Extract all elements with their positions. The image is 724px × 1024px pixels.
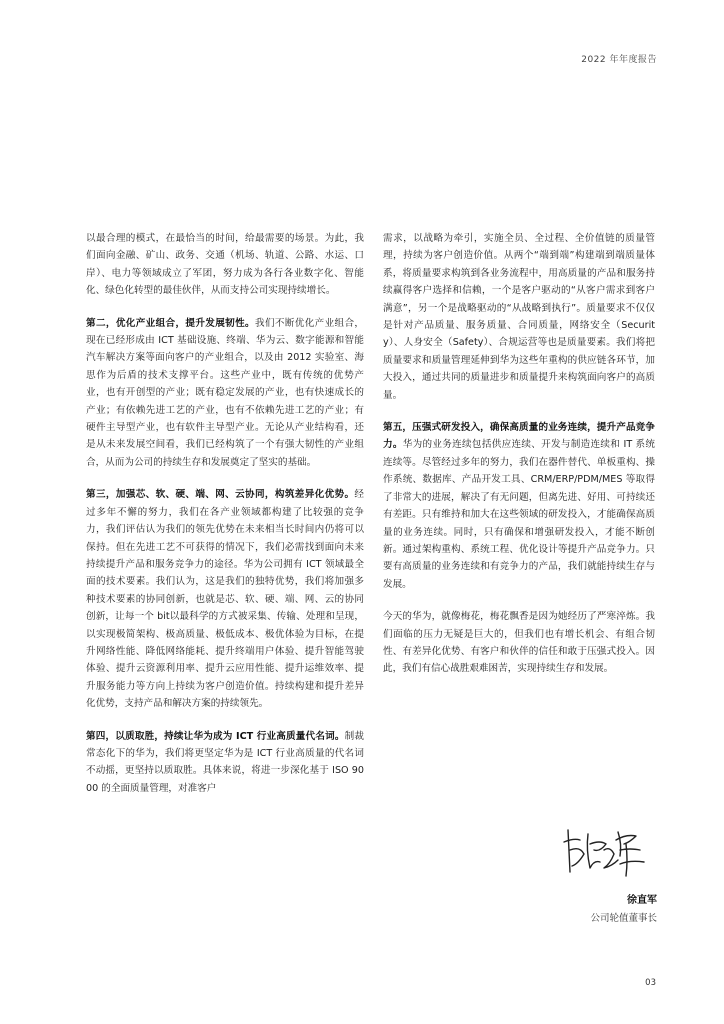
section-2-heading: 第二，优化产业组合，提升发展韧性。 xyxy=(86,317,255,329)
left-paragraph-1: 以最合理的模式，在最恰当的时间，给最需要的场景。为此，我们面向金融、矿山、政务、交通（机场、轨道、公路、水运、口岸）、电力等领域成立了军团，努力成为各行各业数字化、智能化、绿色化转型的最佳伙伴，从而支持公司实现持续增长。 xyxy=(86,233,364,297)
page-number: 03 xyxy=(645,978,656,988)
section-5-heading: 第五，压强式研发投入，确保高质量的业务连续，提升产品竞争力。 xyxy=(383,422,655,451)
section-3-body: 经过多年不懈的努力，我们在各产业领域都构建了比较强的竞争力，我们评估认为我们的领先优势在未来相当长时间内仍将可以保持。但在先进工艺不可获得的情况下，我们必需找到面向未来持续提升产品和服务竞争力的途径。华为公司拥有 ICT 领域最全面的技术要素。我们认为，这是我们的独特优势，我们将加强多种技术要素的协同创新，也就是芯、软、硬、端、网、云的协同创新，让每一个 bit以最科学的方式被采集、传输、处理和呈现，以实现极简架构、极高质量、极低成本、极优体验为目标，在提升网络性能、降低网络能耗、提升终端用户体验、提升智能驾驶体验、提升云资源利用率、提升云应用性能、提升运维效率、提升服务能力等方向上持续为客户创造价值。持续构建和提升差异化优势，支持产品和解决方案的持续领先。 xyxy=(86,489,364,710)
left-column xyxy=(86,230,364,812)
section-2-body: 我们不断优化产业组合，现在已经形成由 ICT 基础设施、终端、华为云、数字能源和智能汽车解决方案等面向客户的产业组合，以及由 2012 实验室、海思作为后盾的技术支撑平台。这些产业中，既有传统的优势产业，也有开创型的产业；既有稳定发展的产业，也有快速成长的产业；有依赖先进工艺的产业，也有不依赖先进工艺的产业；有硬件主导型产业，也有软件主导型产业。无论从产业结构看，还是从未来发展空间看，我们已经构筑了一个有强大韧性的产业组合，从而为公司的持续生存和发展奠定了坚实的基础。 xyxy=(86,317,365,468)
section-4-heading: 第四，以质取胜，持续让华为成为 ICT 行业高质量代名词。 xyxy=(86,730,345,742)
signer-title: 公司轮值董事长 xyxy=(590,913,657,924)
section-5-body: 华为的业务连续包括供应连续、开发与制造连续和 IT 系统连续等。尽管经过多年的努力，我们在器件替代、单板重构、操作系统、数据库、产品开发工具、CRM/ERP/PDM/MES 等取得了非常大的进展，解决了有无问题，但离先进、好用、可持续还有差距。只有维持和加大在这些领域的研发投入，才能确保高质量的业务连续。同时，只有确保和增强研发投入，才能不断创新。通过架构重构、系统工程、优化设计等提升产品竞争力。只要有高质量的业务连续和有竞争力的产品，我们就能持续生存与发展。 xyxy=(383,439,655,590)
right-column xyxy=(383,230,655,693)
right-paragraph-3: 今天的华为，就像梅花，梅花飘香是因为她经历了严寒淬炼。我们面临的压力无疑是巨大的，但我们也有增长机会、有组合韧性、有差异化优势、有客户和伙伴的信任和敢于压强式投入。因此，我们有信心战胜艰难困苦，实现持续生存和发展。 xyxy=(383,611,655,675)
section-3-heading: 第三，加强芯、软、硬、端、网、云协同，构筑差异化优势。 xyxy=(86,489,355,501)
handwritten-signature xyxy=(560,820,650,880)
report-header-title: 2022 年年度报告 xyxy=(581,55,657,65)
left-paragraph-4 xyxy=(86,728,364,798)
section-4-body: 制裁常态化下的华为，我们将更坚定华为是 ICT 行业高质量的代名词不动摇，更坚持以质取胜。具体来说，将进一步深化基于 ISO 9000 的全面质量管理，对准客户 xyxy=(86,730,365,794)
right-paragraph-2 xyxy=(383,419,655,593)
left-paragraph-3 xyxy=(86,486,364,712)
left-paragraph-2 xyxy=(86,315,364,472)
right-paragraph-1: 需求，以战略为牵引，实施全员、全过程、全价值链的质量管理，持续为客户创造价值。从两个“端到端”构建端到端质量体系，将质量要求构筑到各业务流程中，用高质量的产品和服务持续赢得客户选择和信赖，一个是客户驱动的“从客户需求到客户满意”，另一个是战略驱动的“从战略到执行”。质量要求不仅仅是针对产品质量、服务质量、合同质量，网络安全（Security）、人身安全（Safety）、合规运营等也是质量要素。我们将把质量要求和质量管理延伸到华为这些年重构的供应链各环节，加大投入，通过共同的质量进步和质量提升来构筑面向客户的高质量。 xyxy=(383,233,655,401)
signer-name: 徐直军 xyxy=(627,895,657,906)
